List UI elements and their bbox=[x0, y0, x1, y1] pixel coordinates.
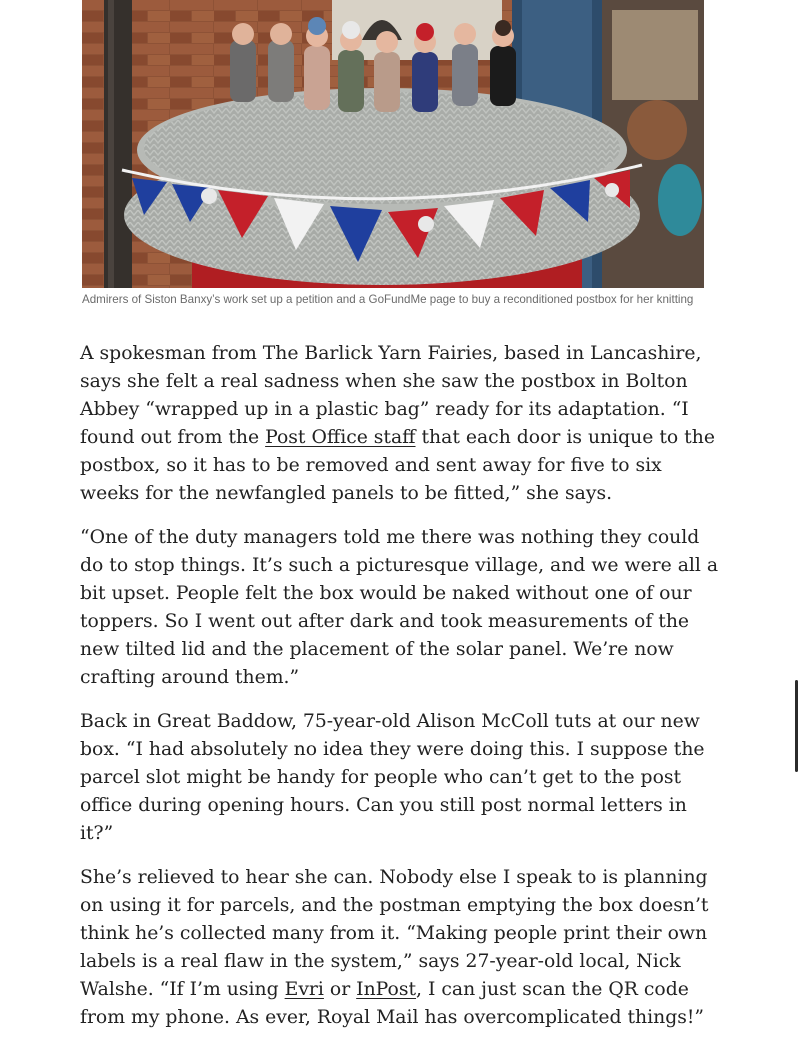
post-office-staff-link[interactable]: Post Office staff bbox=[265, 427, 416, 448]
paragraph-3: Back in Great Baddow, 75-year-old Alison McColl tuts at our new box. “I had absolutely no idea they were doing this. I suppose the parcel slot might be handy for people who can’t get to the post office during opening hours. Can you still post normal letters in it?” bbox=[80, 711, 705, 844]
article-photo bbox=[82, 0, 704, 288]
knitted-postbox-topper-illustration bbox=[82, 0, 704, 288]
evri-link[interactable]: Evri bbox=[284, 979, 324, 1000]
photo-caption: Admirers of Siston Banxy’s work set up a petition and a GoFundMe page to buy a reconditioned postbox for her knitting bbox=[82, 293, 694, 306]
paragraph-1: A spokesman from The Barlick Yarn Fairies, based in Lancashire, says she felt a real sadness when she saw the postbox in Bolton Abbey “wrapped up in a plastic bag” ready for its adaptation. “I found out from the Post Office staff that each door is unique to the postbox, so it has to be removed and sent away for five to six weeks for the newfangled panels to be fitted,” she says. bbox=[80, 343, 715, 504]
scrollbar[interactable] bbox=[795, 680, 798, 772]
paragraph-2: “One of the duty managers told me there was nothing they could do to stop things. It’s such a picturesque village, and we were all a bit upset. People felt the box would be naked without one of our toppers. So I went out after dark and took measurements of the new tilted lid and the placement of the solar panel. We’re now crafting around them.” bbox=[80, 527, 719, 688]
inpost-link[interactable]: InPost bbox=[356, 979, 417, 1000]
paragraph-4: She’s relieved to hear she can. Nobody else I speak to is planning on using it for parcels, and the postman emptying the box doesn’t think he’s collected many from it. “Making people print their own labels is a real flaw in the system,” says 27-year-old local, Nick Walshe. “If I’m using Evri or InPost, I can just scan the QR code from my phone. As ever, Royal Mail has overcomplicated things!” bbox=[80, 867, 709, 1028]
article-body bbox=[80, 340, 720, 1048]
